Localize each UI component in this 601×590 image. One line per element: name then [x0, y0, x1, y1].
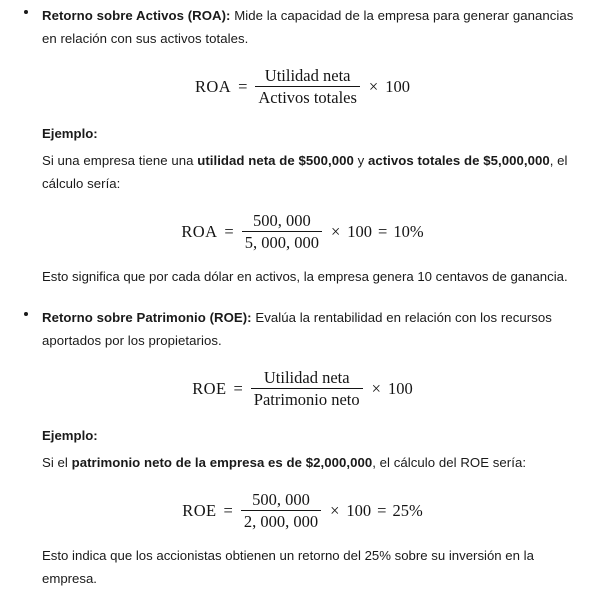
roe-example-paragraph	[42, 451, 589, 474]
multiply-icon: ×	[371, 378, 381, 398]
roe-formula-numerator: Utilidad neta	[263, 367, 350, 387]
bullet-icon	[24, 312, 28, 316]
roe-worked-lhs: ROE	[182, 500, 217, 520]
roa-example-part3: , el cálculo sería:	[42, 152, 568, 191]
roa-worked-numerator: 500, 000	[252, 210, 311, 230]
roa-formula	[42, 66, 589, 108]
roa-worked-formula	[42, 211, 589, 253]
roe-formula-denominator: Patrimonio neto	[253, 390, 360, 410]
roe-formula-relation: =	[233, 378, 243, 398]
roa-example-part1: Si una empresa tiene una	[42, 152, 198, 168]
multiply-icon: ×	[330, 221, 341, 241]
roe-closing-text: Esto indica que los accionistas obtienen un retorno del 25% sobre su inversión en la empresa.	[42, 547, 534, 586]
multiply-icon: ×	[330, 500, 340, 520]
roa-worked-denominator: 5, 000, 000	[244, 233, 319, 253]
roa-example-net-income: utilidad neta de $500,000	[197, 152, 354, 168]
roe-worked-result-relation: =	[377, 500, 387, 520]
roe-worked-formula	[42, 490, 589, 532]
roe-example-part3: , el cálculo del ROE sería:	[372, 454, 527, 470]
roe-worked-multiplier: 100	[346, 500, 372, 520]
roa-worked-result-relation: =	[378, 221, 388, 241]
roe-worked-relation: =	[223, 500, 233, 520]
roe-heading-paragraph	[42, 306, 589, 352]
roe-formula-fraction	[251, 368, 363, 410]
roa-closing-text: Esto significa que por cada dólar en activos, la empresa genera 10 centavos de ganancia.	[42, 268, 568, 284]
roa-worked-lhs: ROA	[181, 221, 218, 241]
roa-heading-paragraph	[42, 4, 589, 50]
roa-worked-multiplier: 100	[347, 221, 373, 241]
roa-example-total-assets: activos totales de $5,000,000	[367, 152, 550, 168]
roa-term-label: Retorno sobre Activos (ROA):	[42, 8, 231, 23]
roe-formula-lhs: ROE	[192, 378, 227, 398]
bullet-icon	[24, 10, 28, 14]
roa-worked-relation: =	[224, 221, 234, 241]
roe-worked-denominator: 2, 000, 000	[243, 512, 319, 532]
roa-description: Mide la capacidad de la empresa para generar ganancias en relación con sus activos totales.	[42, 8, 574, 46]
roe-formula	[42, 368, 589, 410]
roe-example-part1: Si el	[42, 454, 72, 470]
roe-example-equity: patrimonio neto de la empresa es de $2,000,000	[71, 454, 373, 470]
roa-example-part2: y	[353, 152, 368, 168]
section-roe	[12, 306, 589, 590]
roa-formula-fraction	[255, 66, 360, 108]
roa-example-label: Ejemplo:	[42, 125, 98, 141]
roa-formula-numerator: Utilidad neta	[264, 66, 351, 85]
section-roa	[12, 4, 589, 288]
roe-formula-multiplier: 100	[387, 378, 413, 398]
roa-formula-multiplier: 100	[385, 76, 410, 96]
roa-formula-denominator: Activos totales	[258, 88, 357, 108]
roa-worked-result: 10%	[393, 221, 424, 241]
roa-formula-lhs: ROA	[195, 76, 232, 96]
roa-worked-fraction	[242, 211, 322, 253]
roe-worked-result: 25%	[392, 500, 423, 520]
roe-term-label: Retorno sobre Patrimonio (ROE):	[42, 309, 252, 325]
roe-example-label: Ejemplo:	[42, 427, 98, 443]
roe-worked-numerator: 500, 000	[252, 489, 310, 509]
roa-formula-relation: =	[238, 76, 248, 96]
roa-example-paragraph	[42, 149, 589, 195]
multiply-icon: ×	[368, 76, 379, 96]
roe-worked-fraction	[241, 490, 321, 532]
roe-description: Evalúa la rentabilidad en relación con los recursos aportados por los propietarios.	[42, 309, 552, 348]
